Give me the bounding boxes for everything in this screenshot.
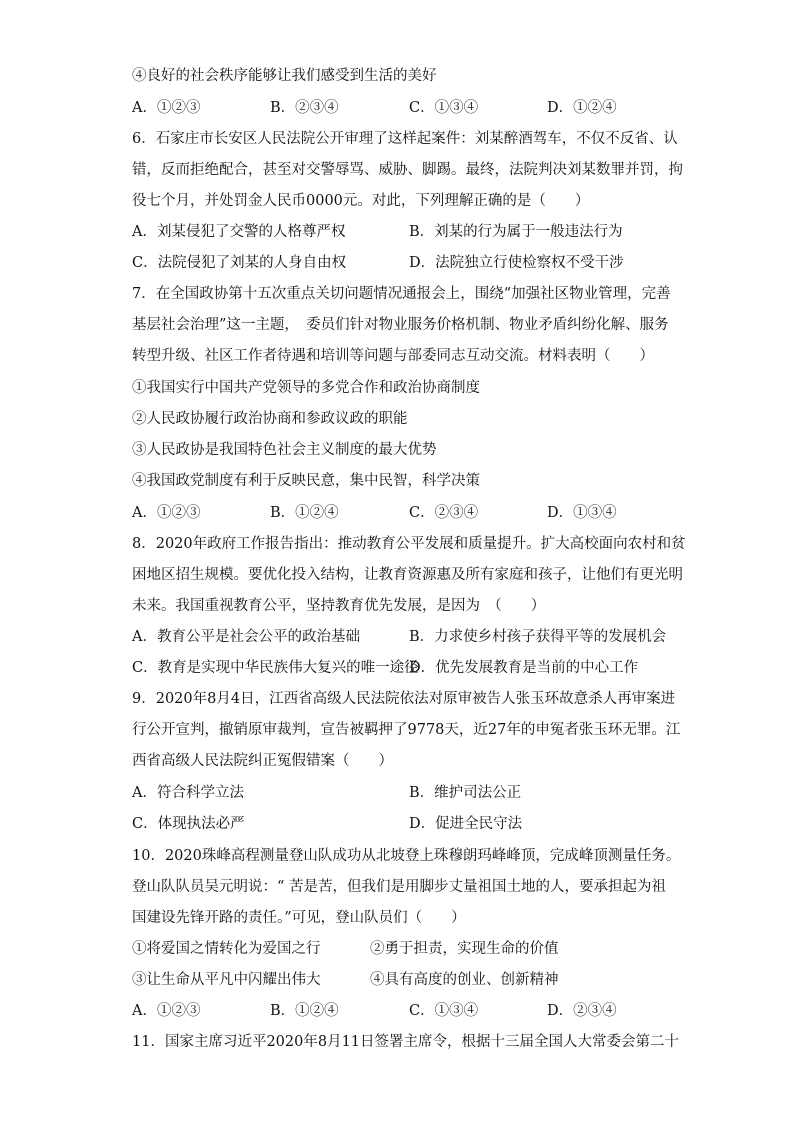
q7-stem-line-3: 转型升级、社区工作者待遇和培训等问题与部委同志互动交流。材料表明（ ）: [132, 348, 654, 364]
q8-option-a: A．教育公平是社会公平的政治基础: [132, 629, 360, 645]
q10-items-row-2: [132, 970, 662, 990]
q5-item-4: ④良好的社会秩序能够让我们感受到生活的美好: [132, 68, 437, 84]
q10-option-b: B．①②④: [270, 1003, 339, 1019]
q7-stem-line-2: 基层社会治理”这一主题， 委员们针对物业服务价格机制、物业矛盾纠纷化解、服务: [132, 317, 669, 333]
q10-option-c: C．①③④: [409, 1003, 479, 1019]
q6-option-b: B．刘某的行为属于一般违法行为: [409, 224, 623, 240]
q9-stem-line-1: 9．2020年8月4日，江西省高级人民法院依法对原审被告人张玉环故意杀人再审案进: [132, 691, 676, 707]
q6-option-d: D．法院独立行使检察权不受干涉: [409, 255, 624, 271]
q5-option-b: B．②③④: [270, 100, 339, 116]
q9-option-c: C．体现执法必严: [132, 816, 245, 832]
q7-item-1: ①我国实行中国共产党领导的多党合作和政治协商制度: [132, 380, 480, 396]
q10-options: [132, 1001, 662, 1021]
q6-options-row-2: [132, 253, 662, 273]
q9-option-b: B．维护司法公正: [409, 785, 522, 801]
q7-stem-line-1: 7．在全国政协第十五次重点关切问题情况通报会上，围绕“加强社区物业管理，完善: [132, 286, 671, 302]
q9-options-row-1: [132, 783, 662, 803]
q8-options-row-2: [132, 658, 662, 678]
q10-option-a: A．①②③: [132, 1003, 201, 1019]
q5-option-a: A．①②③: [132, 100, 201, 116]
q6-stem-line-2: 错，反而拒绝配合，甚至对交警辱骂、威胁、脚踢。最终，法院判决刘某数罪并罚，拘: [132, 162, 683, 178]
q5-options: [132, 98, 662, 118]
q10-stem-line-1: 10．2020珠峰高程测量登山队成功从北坡登上珠穆朗玛峰峰顶，完成峰顶测量任务。: [132, 848, 681, 864]
q5-option-c: C．①③④: [409, 100, 479, 116]
q7-item-4: ④我国政党制度有利于反映民意，集中民智，科学决策: [132, 473, 480, 489]
q8-option-b: B．力求使乡村孩子获得平等的发展机会: [409, 629, 667, 645]
q8-options-row-1: [132, 627, 667, 647]
q8-stem-line-1: 8．2020年政府工作报告指出：推动教育公平发展和质量提升。扩大高校面向农村和贫: [132, 536, 686, 552]
q7-option-a: A．①②③: [132, 505, 201, 521]
q7-options: [132, 503, 662, 523]
q9-option-a: A．符合科学立法: [132, 785, 244, 801]
q6-options-row-1: [132, 222, 662, 242]
q8-stem-line-2: 困地区招生规模。要优化投入结构，让教育资源惠及所有家庭和孩子，让他们有更光明: [132, 567, 683, 583]
q9-option-d: D．促进全民守法: [409, 816, 523, 832]
q10-item-1: ①将爱国之情转化为爱国之行: [132, 941, 321, 957]
q11-stem-line-1: 11．国家主席习近平2020年8月11日签署主席令，根据十三届全国人大常委会第二十: [132, 1034, 680, 1050]
q8-option-d: D．优先发展教育是当前的中心工作: [409, 660, 639, 676]
q6-option-c: C．法院侵犯了刘某的人身自由权: [132, 255, 347, 271]
q9-options-row-2: [132, 814, 662, 834]
q7-option-c: C．②③④: [409, 505, 479, 521]
q7-option-b: B．①②④: [270, 505, 339, 521]
q7-item-2: ②人民政协履行政治协商和参政议政的职能: [132, 411, 408, 427]
q6-option-a: A．刘某侵犯了交警的人格尊严权: [132, 224, 346, 240]
q9-stem-line-2: 行公开宣判，撤销原审裁判，宣告被羁押了9778天，近27年的申冤者张玉环无罪。江: [132, 722, 681, 738]
q10-item-2: ②勇于担责，实现生命的价值: [370, 941, 559, 957]
q10-option-d: D．②③④: [547, 1003, 617, 1019]
q6-stem-line-3: 役七个月，并处罚金人民币0000元。对此，下列理解正确的是（ ）: [132, 193, 590, 209]
q7-item-3: ③人民政协是我国特色社会主义制度的最大优势: [132, 442, 437, 458]
q10-items-row-1: [132, 939, 662, 959]
q9-stem-line-3: 西省高级人民法院纠正冤假错案（ ）: [132, 753, 393, 769]
q8-stem-line-3: 未来。我国重视教育公平，坚持教育优先发展，是因为 （ ）: [132, 598, 546, 614]
q7-option-d: D．①③④: [547, 505, 617, 521]
q10-stem-line-3: 国建设先锋开路的责任。”可见，登山队员们（ ）: [132, 910, 466, 926]
q5-option-d: D．①②④: [547, 100, 617, 116]
q10-stem-line-2: 登山队队员吴元明说：“ 苦是苦，但我们是用脚步丈量祖国土地的人，要承担起为祖: [132, 879, 667, 895]
q10-item-4: ④具有高度的创业、创新精神: [370, 972, 559, 988]
q8-option-c: C．教育是实现中华民族伟大复兴的唯一途径: [132, 660, 419, 676]
q6-stem-line-1: 6．石家庄市长安区人民法院公开审理了这样起案件：刘某醉酒驾车，不仅不反省、认: [132, 131, 678, 147]
q10-item-3: ③让生命从平凡中闪耀出伟大: [132, 972, 321, 988]
